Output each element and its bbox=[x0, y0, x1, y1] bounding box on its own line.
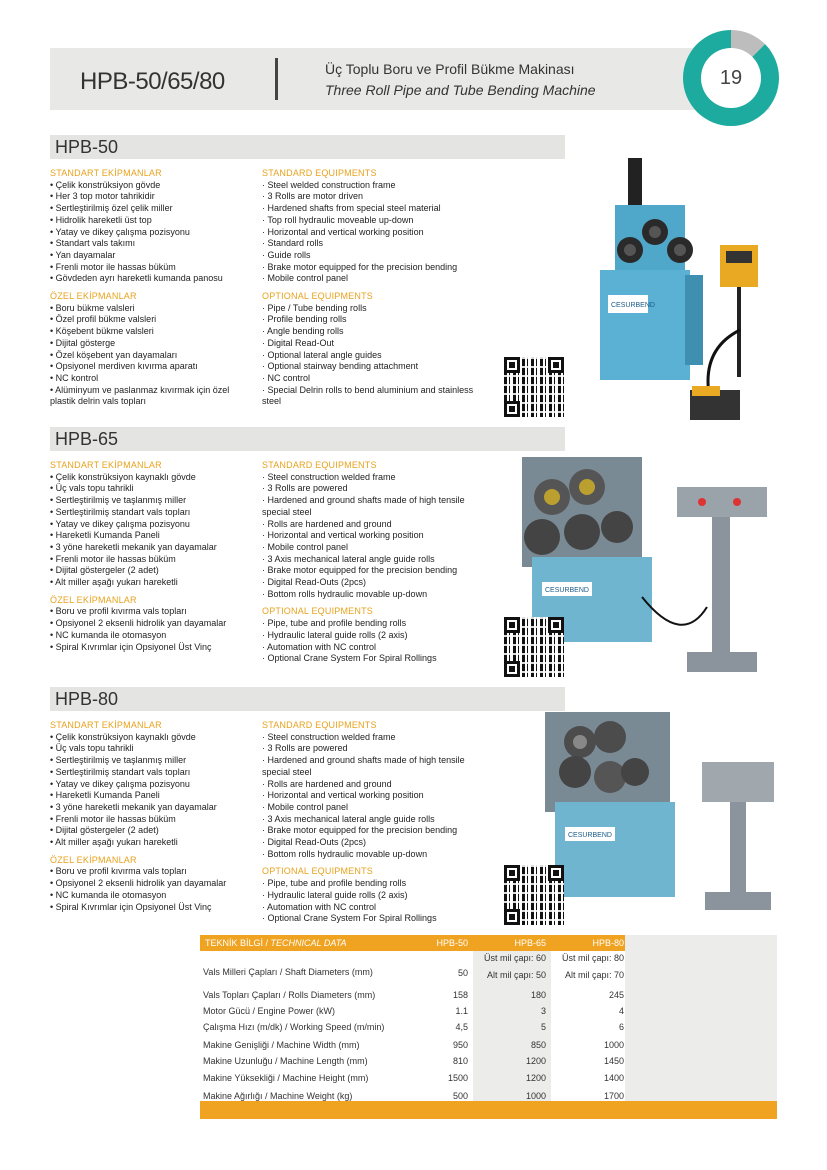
model-title: HPB-50/65/80 bbox=[80, 68, 225, 95]
list-item: · Digital Read-Outs (2pcs) bbox=[262, 837, 367, 848]
table-cell: Alt mil çapı: 50 bbox=[486, 970, 546, 980]
list-item: · Profile bending rolls bbox=[262, 314, 347, 325]
list-item: • Dijital göstergeler (2 adet) bbox=[50, 825, 159, 836]
section-title: HPB-80 bbox=[55, 689, 119, 709]
list-item: · Optional Crane System For Spiral Rollings bbox=[262, 653, 437, 664]
list-item: • Opsiyonel 2 eksenli hidrolik yan dayamalar bbox=[50, 618, 227, 629]
list-item: • Hareketli Kumanda Paneli bbox=[50, 530, 160, 541]
english-column bbox=[262, 168, 487, 408]
section-title: HPB-65 bbox=[55, 429, 119, 449]
list-item: • NC kumanda ile otomasyon bbox=[50, 629, 167, 640]
list-item: • Hidrolik hareketli üst top bbox=[50, 214, 152, 225]
list-item: · Horizontal and vertical working position bbox=[262, 530, 424, 541]
table-cell: Üst mil çapı: 80 bbox=[561, 953, 624, 963]
table-cell: 850 bbox=[530, 1040, 546, 1050]
table-right-bg bbox=[625, 935, 777, 1101]
list-item: · Optional stairway bending attachment bbox=[262, 361, 419, 372]
list-item: · 3 Rolls are powered bbox=[262, 743, 348, 754]
section-band bbox=[50, 687, 565, 711]
list-item: · Pipe, tube and profile bending rolls bbox=[262, 878, 407, 889]
list-item: • 3 yöne hareketli mekanik yan dayamalar bbox=[50, 801, 217, 812]
opt-label-en: OPTIONAL EQUIPMENTS bbox=[262, 291, 373, 302]
list-item: · Pipe / Tube bending rolls bbox=[262, 302, 367, 313]
list-item: · Mobile control panel bbox=[262, 541, 349, 552]
table-cell: 1000 bbox=[525, 1091, 546, 1101]
std-label-en: STANDARD EQUIPMENTS bbox=[262, 720, 377, 730]
list-item: · Steel construction welded frame bbox=[262, 471, 396, 482]
opt-label-en: OPTIONAL EQUIPMENTS bbox=[262, 866, 373, 877]
table-cell: 158 bbox=[452, 990, 468, 1000]
qr-code-hpb80[interactable] bbox=[504, 865, 564, 925]
hpb50-machine-image bbox=[580, 150, 780, 430]
table-cell: 1450 bbox=[603, 1056, 624, 1066]
list-item: · Steel welded construction frame bbox=[262, 179, 396, 190]
opt-label-tr: ÖZEL EKİPMANLAR bbox=[50, 594, 137, 605]
list-item: • Gövdeden ayrı hareketli kumanda panosu bbox=[50, 273, 223, 284]
list-item: · Special Delrin rolls to bend aluminium and stainless steel bbox=[262, 384, 474, 407]
list-item: • Boru ve profil kıvırma vals topları bbox=[50, 866, 187, 877]
table-col-header: HPB-80 bbox=[592, 938, 624, 948]
std-label-en: STANDARD EQUIPMENTS bbox=[262, 460, 377, 470]
table-row-label: Makine Ağırlığı / Machine Weight (kg) bbox=[203, 1091, 353, 1101]
qr-code-hpb50[interactable] bbox=[504, 357, 564, 417]
table-cell: 1200 bbox=[525, 1073, 546, 1083]
title-english: Three Roll Pipe and Tube Bending Machine bbox=[325, 82, 596, 98]
list-item: · Hardened and ground shafts made of high tensile special steel bbox=[262, 495, 465, 517]
table-bottom-band bbox=[200, 1101, 777, 1119]
list-item: · 3 Rolls are powered bbox=[262, 483, 348, 494]
list-item: · Rolls are hardened and ground bbox=[262, 518, 392, 529]
svg-text:CESURBEND: CESURBEND bbox=[568, 832, 612, 839]
list-item: • Sertleştirilmiş standart vals topları bbox=[50, 766, 191, 777]
list-item: • Spiral Kıvrımlar için Opsiyonel Üst Vinç bbox=[50, 901, 212, 912]
table-col-header: HPB-50 bbox=[436, 938, 468, 948]
table-row-label: Vals Topları Çapları / Rolls Diameters (mm) bbox=[203, 990, 376, 1000]
list-item: • Dijital göstergeler (2 adet) bbox=[50, 565, 159, 576]
list-item: • Köşebent bükme valsleri bbox=[50, 326, 154, 337]
list-item: · Bottom rolls hydraulic movable up-down bbox=[262, 848, 428, 859]
table-cell: 950 bbox=[452, 1040, 468, 1050]
list-item: • Her 3 top motor tahrikidir bbox=[50, 191, 155, 202]
table-cell: 5 bbox=[540, 1022, 546, 1032]
list-item: · Hydraulic lateral guide rolls (2 axis) bbox=[262, 629, 408, 640]
table-cell: 500 bbox=[452, 1091, 468, 1101]
table-cell: 1700 bbox=[603, 1091, 624, 1101]
list-item: · Hardened shafts from special steel material bbox=[262, 203, 441, 214]
list-item: · 3 Rolls are motor driven bbox=[262, 191, 364, 202]
list-item: • Alt miller aşağı yukarı hareketli bbox=[50, 577, 178, 588]
table-row-label: Çalışma Hızı (m/dk) / Working Speed (m/min) bbox=[203, 1022, 385, 1032]
list-item: • Hareketli Kumanda Paneli bbox=[50, 790, 160, 801]
list-item: · Top roll hydraulic moveable up-down bbox=[262, 214, 414, 225]
table-cell: 1000 bbox=[603, 1040, 624, 1050]
list-item: • Üç vals topu tahrikli bbox=[50, 483, 134, 494]
list-item: • Frenli motor ile hassas büküm bbox=[50, 261, 176, 272]
hpb80-machine-image bbox=[530, 702, 785, 922]
qr-code-hpb65[interactable] bbox=[504, 617, 564, 677]
list-item: • Alt miller aşağı yukarı hareketli bbox=[50, 837, 178, 848]
list-item: • Frenli motor ile hassas büküm bbox=[50, 553, 176, 564]
section-band bbox=[50, 135, 565, 159]
section-title: HPB-50 bbox=[55, 137, 119, 157]
list-item: · Horizontal and vertical working position bbox=[262, 226, 424, 237]
list-item: • NC kontrol bbox=[50, 372, 99, 383]
list-item: • Sertleştirilmiş özel çelik miller bbox=[50, 203, 173, 214]
list-item: · 3 Axis mechanical lateral angle guide rolls bbox=[262, 813, 435, 824]
table-row-label: Makine Yüksekliği / Machine Height (mm) bbox=[203, 1073, 369, 1083]
opt-label-en: OPTIONAL EQUIPMENTS bbox=[262, 606, 373, 617]
list-item: · Mobile control panel bbox=[262, 801, 349, 812]
table-cell: Alt mil çapı: 70 bbox=[564, 970, 624, 980]
table-cell: 6 bbox=[618, 1022, 624, 1032]
table-col-header: HPB-65 bbox=[514, 938, 546, 948]
list-item: • 3 yöne hareketli mekanik yan dayamalar bbox=[50, 541, 217, 552]
list-item: · Automation with NC control bbox=[262, 901, 377, 912]
list-item: • Çelik konstrüksiyon gövde bbox=[50, 179, 161, 190]
table-row-label: Vals Milleri Çapları / Shaft Diameters (mm) bbox=[203, 967, 373, 977]
list-item: • Standart vals takımı bbox=[50, 238, 136, 249]
page-number: 19 bbox=[719, 67, 743, 89]
table-cell: 50 bbox=[457, 968, 468, 978]
opt-label-tr: ÖZEL EKİPMANLAR bbox=[50, 854, 137, 865]
english-column bbox=[262, 460, 487, 665]
list-item: · Guide rolls bbox=[262, 249, 311, 260]
brand-logo: CESURBEND bbox=[611, 302, 655, 309]
list-item: • Özel profil bükme valsleri bbox=[50, 314, 157, 325]
table-cell: 3 bbox=[540, 1006, 546, 1016]
list-item: · Optional lateral angle guides bbox=[262, 349, 382, 360]
list-item: · NC control bbox=[262, 372, 311, 383]
table-cell: 4,5 bbox=[455, 1022, 468, 1032]
list-item: • Boru ve profil kıvırma vals topları bbox=[50, 606, 187, 617]
list-item: • Çelik konstrüksiyon kaynaklı gövde bbox=[50, 471, 196, 482]
list-item: · Optional Crane System For Spiral Rollings bbox=[262, 913, 437, 924]
list-item: · Hardened and ground shafts made of high tensile special steel bbox=[262, 755, 465, 777]
list-item: · Mobile control panel bbox=[262, 273, 349, 284]
table-head-en: TECHNICAL DATA bbox=[270, 938, 347, 948]
table-row-label: Makine Genişliği / Machine Width (mm) bbox=[203, 1040, 360, 1050]
list-item: • Yatay ve dikey çalışma pozisyonu bbox=[50, 778, 190, 789]
table-row-label: Motor Gücü / Engine Power (kW) bbox=[203, 1006, 336, 1016]
table-cell: 245 bbox=[608, 990, 624, 1000]
list-item: • Sertleştirilmiş ve taşlanmış miller bbox=[50, 755, 187, 766]
list-item: • Sertleştirilmiş ve taşlanmış miller bbox=[50, 495, 187, 506]
list-item: · Pipe, tube and profile bending rolls bbox=[262, 618, 407, 629]
svg-text:CESURBEND: CESURBEND bbox=[545, 587, 589, 594]
list-item: • Boru bükme valsleri bbox=[50, 302, 135, 313]
list-item: • Yan dayamalar bbox=[50, 249, 116, 260]
turkish-column bbox=[50, 460, 255, 653]
table-cell: 4 bbox=[618, 1006, 624, 1016]
std-label-tr: STANDART EKİPMANLAR bbox=[50, 720, 162, 730]
list-item: • Yatay ve dikey çalışma pozisyonu bbox=[50, 226, 190, 237]
list-item: • Opsiyonel 2 eksenli hidrolik yan dayamalar bbox=[50, 878, 227, 889]
list-item: · Brake motor equipped for the precision bending bbox=[262, 261, 458, 272]
std-label-tr: STANDART EKİPMANLAR bbox=[50, 168, 162, 178]
list-item: • Yatay ve dikey çalışma pozisyonu bbox=[50, 518, 190, 529]
table-head-label bbox=[205, 938, 347, 948]
table-cell: 1.1 bbox=[455, 1006, 468, 1016]
list-item: · Horizontal and vertical working position bbox=[262, 790, 424, 801]
list-item: · Angle bending rolls bbox=[262, 326, 344, 337]
table-cell: Üst mil çapı: 60 bbox=[483, 953, 546, 963]
title-turkish: Üç Toplu Boru ve Profil Bükme Makinası bbox=[325, 61, 575, 77]
list-item: · 3 Axis mechanical lateral angle guide rolls bbox=[262, 553, 435, 564]
table-cell: 810 bbox=[452, 1056, 468, 1066]
std-label-en: STANDARD EQUIPMENTS bbox=[262, 168, 377, 178]
list-item: • Spiral Kıvrımlar için Opsiyonel Üst Vinç bbox=[50, 641, 212, 652]
list-item: · Bottom rolls hydraulic movable up-down bbox=[262, 588, 428, 599]
list-item: • Opsiyonel merdiven kıvırma aparatı bbox=[50, 361, 198, 372]
table-row-label: Makine Uzunluğu / Machine Length (mm) bbox=[203, 1056, 368, 1066]
table-head-tr: TEKNİK BİLGİ / bbox=[205, 938, 271, 948]
list-item: · Automation with NC control bbox=[262, 641, 377, 652]
list-item: • Sertleştirilmiş standart vals topları bbox=[50, 506, 191, 517]
table-cell: 1400 bbox=[603, 1073, 624, 1083]
opt-label-tr: ÖZEL EKİPMANLAR bbox=[50, 291, 137, 302]
english-column bbox=[262, 720, 487, 925]
list-item: • Çelik konstrüksiyon kaynaklı gövde bbox=[50, 731, 196, 742]
turkish-column bbox=[50, 168, 255, 408]
list-item: · Brake motor equipped for the precision bending bbox=[262, 565, 458, 576]
list-item: • Frenli motor ile hassas büküm bbox=[50, 813, 176, 824]
header-divider bbox=[275, 58, 278, 100]
table-cell: 1200 bbox=[525, 1056, 546, 1066]
list-item: · Standard rolls bbox=[262, 238, 324, 249]
table-cell: 180 bbox=[530, 990, 546, 1000]
list-item: · Steel construction welded frame bbox=[262, 731, 396, 742]
list-item: • Özel köşebent yan dayamaları bbox=[50, 349, 178, 360]
list-item: · Rolls are hardened and ground bbox=[262, 778, 392, 789]
turkish-column bbox=[50, 720, 255, 913]
list-item: • Üç vals topu tahrikli bbox=[50, 743, 134, 754]
list-item: · Digital Read-Outs (2pcs) bbox=[262, 577, 367, 588]
list-item: · Brake motor equipped for the precision bending bbox=[262, 825, 458, 836]
list-item: • NC kumanda ile otomasyon bbox=[50, 889, 167, 900]
list-item: · Hydraulic lateral guide rolls (2 axis) bbox=[262, 889, 408, 900]
table-cell: 1500 bbox=[447, 1073, 468, 1083]
list-item: • Alüminyum ve paslanmaz kıvırmak için özel plastik delrin vals topları bbox=[50, 384, 230, 407]
std-label-tr: STANDART EKİPMANLAR bbox=[50, 460, 162, 470]
list-item: · Digital Read-Out bbox=[262, 337, 335, 348]
section-band bbox=[50, 427, 565, 451]
list-item: • Dijital gösterge bbox=[50, 337, 116, 348]
